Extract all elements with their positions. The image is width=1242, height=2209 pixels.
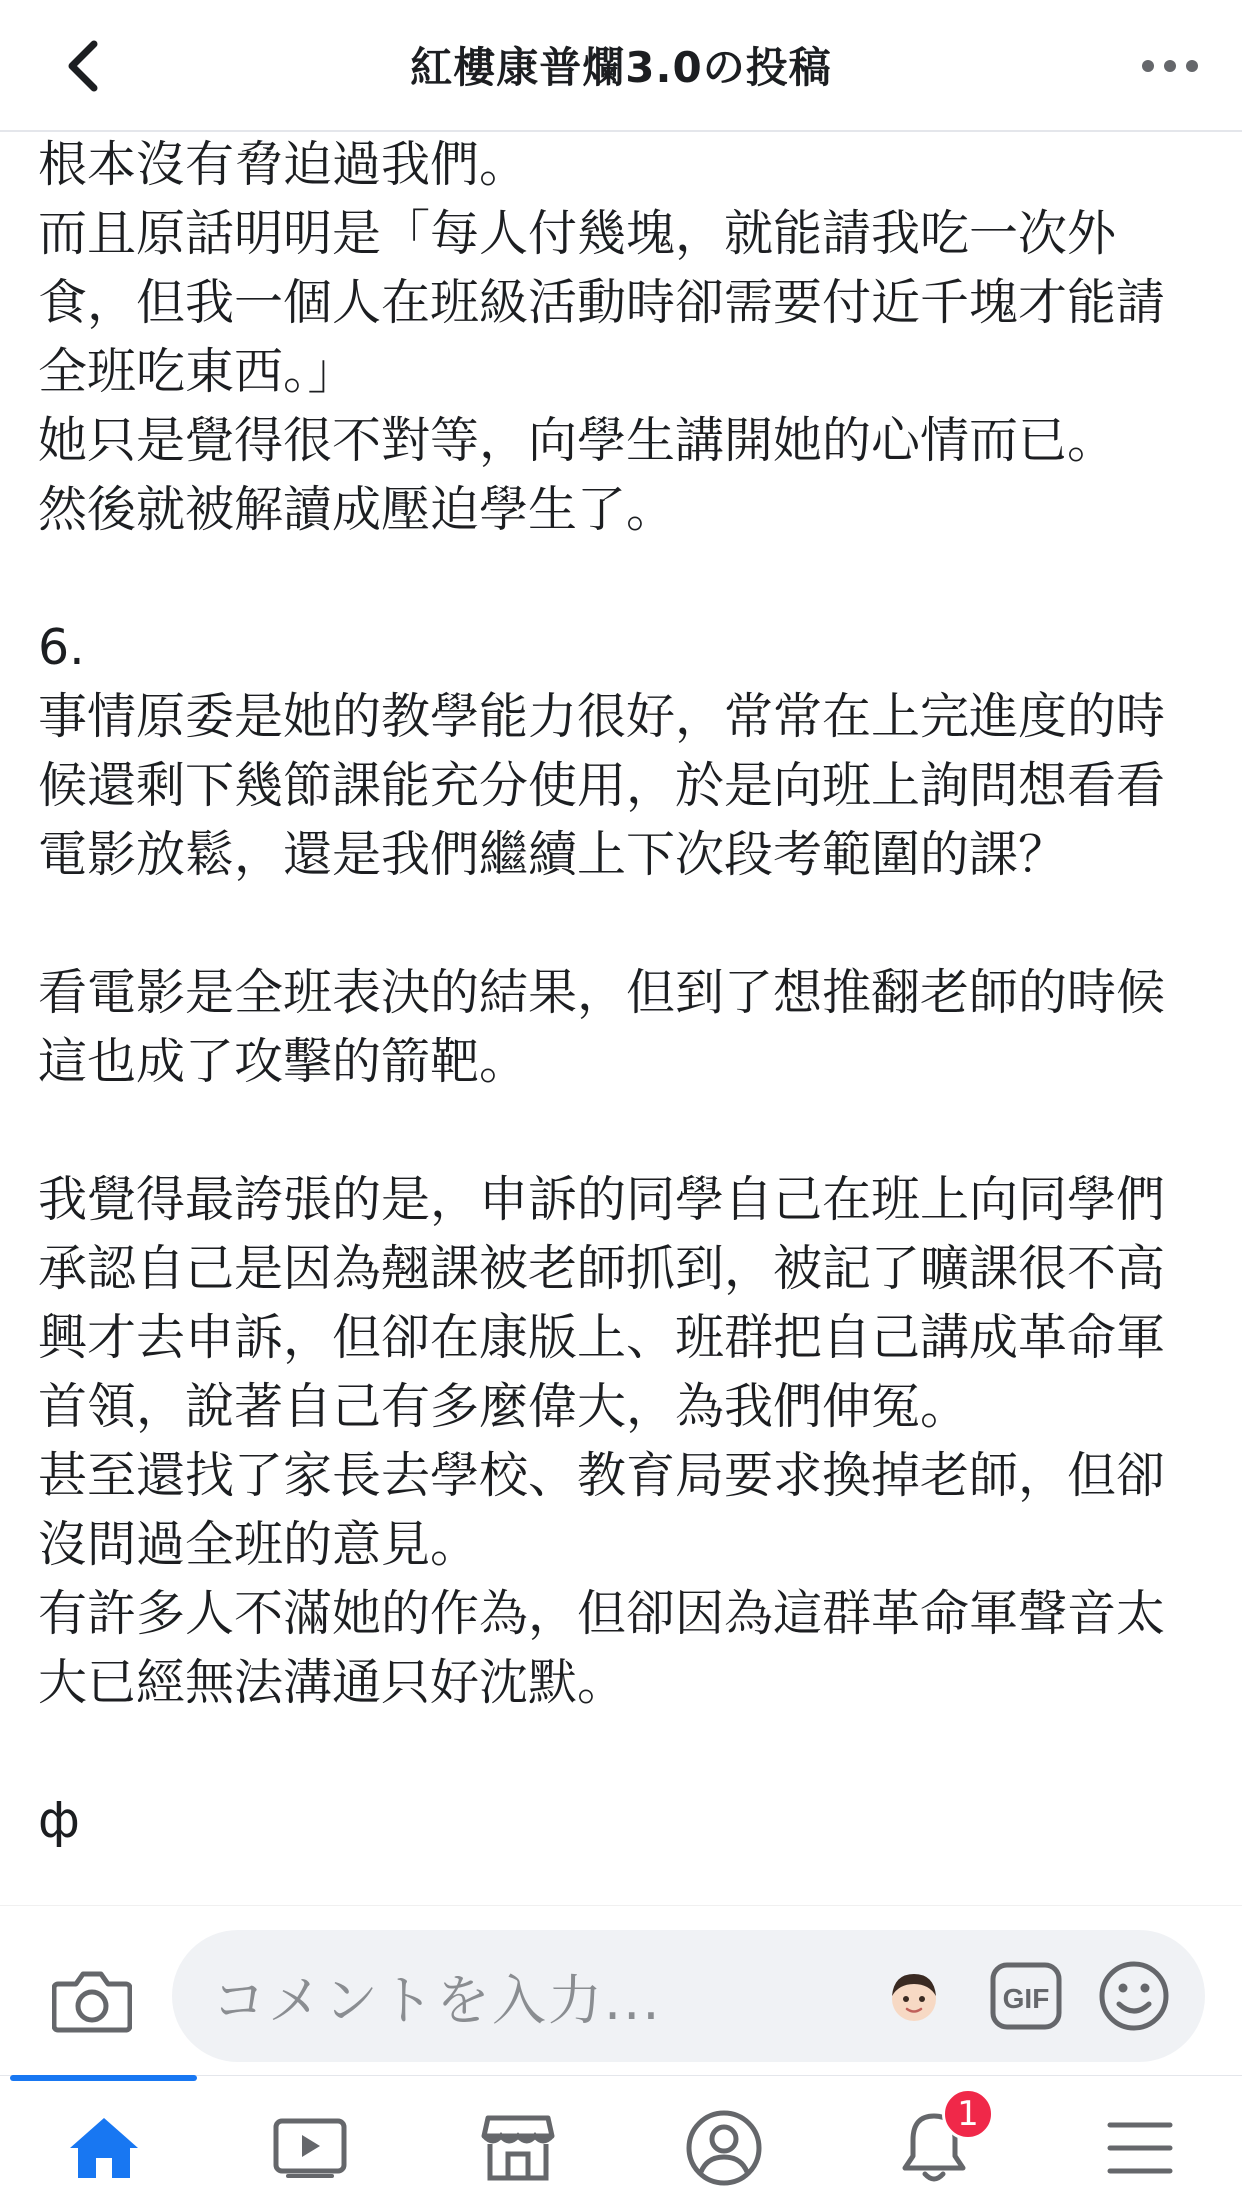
profile-icon	[685, 2109, 763, 2187]
gif-button[interactable]	[990, 1962, 1062, 2030]
post-paragraph: 我覺得最誇張的是，申訴的同學自己在班上向同學們承認自己是因為翹課被老師抓到，被記了曠課很不高興才去申訴，但卻在康版上、班群把自己講成革命軍首領，說著自己有多麼偉大，為我們伸冤。 甚至還找了家長去學校、教育局要求換掉老師，但卻沒問過全班的意見。 有許多人不滿她的作為，但卻因為這群革命軍聲音太大已經無法溝通只好沈默。	[38, 1171, 1166, 1711]
camera-icon	[52, 1968, 132, 2034]
tab-marketplace[interactable]	[468, 2098, 568, 2198]
tab-profile[interactable]	[674, 2098, 774, 2198]
post-paragraph: ф	[38, 1792, 80, 1849]
page-title: 紅樓康普爛3.0の投稿	[410, 43, 832, 92]
notification-badge: 1	[942, 2088, 994, 2140]
menu-icon	[1106, 2119, 1174, 2177]
gif-icon	[990, 1962, 1062, 2030]
avatar-icon	[885, 1968, 943, 2026]
post-paragraph: 看電影是全班表決的結果，但到了想推翻老師的時候這也成了攻擊的箭靶。	[38, 964, 1166, 1090]
post-body	[38, 130, 1208, 1905]
video-icon	[272, 2117, 348, 2179]
tab-video[interactable]	[260, 2098, 360, 2198]
home-icon	[66, 2114, 142, 2182]
emoji-button[interactable]	[1098, 1960, 1170, 2032]
post-paragraph: 6. 事情原委是她的教學能力很好，常常在上完進度的時候還剩下幾節課能充分使用，於是向班上詢問想看看電影放鬆，還是我們繼續上下次段考範圍的課？	[38, 619, 1166, 883]
smiley-icon	[1098, 1960, 1170, 2032]
more-horizontal-icon	[1140, 58, 1200, 74]
tab-home[interactable]	[54, 2098, 154, 2198]
marketplace-icon	[480, 2112, 556, 2184]
more-options-button[interactable]	[1120, 26, 1220, 106]
tab-menu[interactable]	[1090, 2098, 1190, 2198]
post-paragraph: 根本沒有脅迫過我們。 而且原話明明是「每人付幾塊，就能請我吃一次外食，但我一個人在班級活動時卻需要付近千塊才能請全班吃東西。」 她只是覺得很不對等，向學生講開她的心情而已。 然後就被解讀成壓迫學生了。	[38, 136, 1166, 538]
bottom-tab-bar	[0, 2075, 1242, 2209]
active-tab-indicator	[10, 2075, 197, 2081]
chevron-left-icon	[64, 38, 104, 94]
top-navigation-bar	[0, 0, 1242, 132]
comment-placeholder: コメントを入力...	[212, 1968, 662, 2032]
camera-button[interactable]	[52, 1968, 142, 2048]
comment-input[interactable]	[172, 1930, 1205, 2062]
avatar-sticker-button[interactable]	[885, 1968, 943, 2026]
back-button[interactable]	[44, 26, 124, 106]
comment-composer	[0, 1905, 1242, 2076]
gif-label: GIF	[1002, 1983, 1050, 2014]
